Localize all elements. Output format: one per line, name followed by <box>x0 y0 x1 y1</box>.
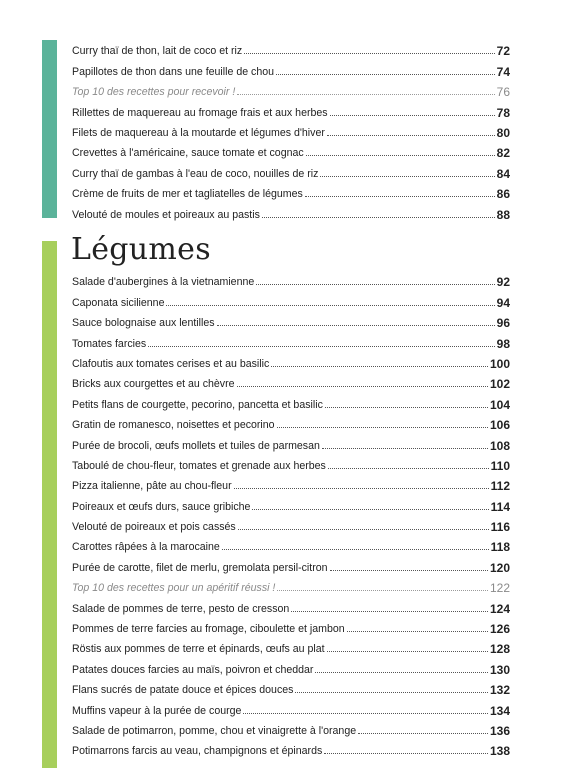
dot-leader <box>277 590 488 591</box>
toc-entry[interactable] <box>72 139 510 159</box>
toc-entry[interactable] <box>72 288 510 308</box>
toc-entry[interactable] <box>72 737 510 757</box>
dot-leader <box>234 488 489 489</box>
entry-title: Crème de fruits de mer et tagliatelles de légumes <box>72 188 303 201</box>
entry-page: 106 <box>489 418 510 433</box>
dot-leader <box>305 196 495 197</box>
entry-page: 102 <box>489 377 510 392</box>
dot-leader <box>244 53 494 54</box>
fish-recipe-list <box>72 37 510 221</box>
vegetables-recipe-list <box>72 268 510 757</box>
entry-title: Curry thaï de thon, lait de coco et riz <box>72 45 243 58</box>
dot-leader <box>322 448 488 449</box>
dot-leader <box>327 135 495 136</box>
toc-entry-top10[interactable] <box>72 78 510 98</box>
dot-leader <box>222 549 489 550</box>
entry-page: 78 <box>496 105 510 120</box>
entry-title: Purée de brocoli, œufs mollets et tuiles de parmesan <box>72 439 320 452</box>
entry-title: Potimarrons farcis au veau, champignons et épinards <box>72 745 323 758</box>
entry-title: Crevettes à l'américaine, sauce tomate et cognac <box>72 147 304 160</box>
dot-leader <box>325 407 488 408</box>
toc-entry[interactable] <box>72 329 510 349</box>
toc-entry[interactable] <box>72 431 510 451</box>
dot-leader <box>327 651 488 652</box>
toc-entry[interactable] <box>72 676 510 696</box>
dot-leader <box>166 305 494 306</box>
dot-leader <box>237 94 494 95</box>
entry-page: 130 <box>489 662 510 677</box>
dot-leader <box>347 631 488 632</box>
entry-title: Velouté de moules et poireaux au pastis <box>72 208 260 221</box>
entry-title: Petits flans de courgette, pecorino, pancetta et basilic <box>72 398 323 411</box>
entry-title: Velouté de poireaux et pois cassés <box>72 521 236 534</box>
fish-section-color-bar <box>42 40 57 218</box>
entry-page: 92 <box>496 275 510 290</box>
entry-title: Filets de maquereau à la moutarde et légumes d'hiver <box>72 126 325 139</box>
dot-leader <box>330 115 495 116</box>
entry-page: 74 <box>496 64 510 79</box>
entry-page: 84 <box>496 166 510 181</box>
dot-leader <box>243 713 488 714</box>
toc-entry[interactable] <box>72 513 510 533</box>
dot-leader <box>237 386 488 387</box>
entry-title: Purée de carotte, filet de merlu, gremolata persil-citron <box>72 561 328 574</box>
entry-page: 104 <box>489 397 510 412</box>
vegetables-section-color-bar <box>42 241 57 768</box>
entry-title: Curry thaï de gambas à l'eau de coco, nouilles de riz <box>72 167 319 180</box>
entry-page: 138 <box>489 744 510 759</box>
toc-entry[interactable] <box>72 159 510 179</box>
toc-entry[interactable] <box>72 635 510 655</box>
entry-page: 114 <box>490 499 510 514</box>
dot-leader <box>217 325 495 326</box>
entry-title: Tomates farcies <box>72 337 147 350</box>
entry-title: Sauce bolognaise aux lentilles <box>72 317 215 330</box>
toc-entry[interactable] <box>72 533 510 553</box>
section-title-vegetables: Légumes <box>71 232 211 267</box>
toc-entry[interactable] <box>72 452 510 472</box>
toc-entry[interactable] <box>72 390 510 410</box>
toc-entry[interactable] <box>72 37 510 57</box>
entry-title: Muffins vapeur à la purée de courge <box>72 704 242 717</box>
entry-page: 136 <box>489 723 510 738</box>
entry-title: Caponata sicilienne <box>72 296 165 309</box>
toc-entry[interactable] <box>72 309 510 329</box>
entry-title: Patates douces farcies au maïs, poivron et cheddar <box>72 663 314 676</box>
entry-title: Salade de potimarron, pomme, chou et vinaigrette à l'orange <box>72 724 357 737</box>
toc-entry[interactable] <box>72 411 510 431</box>
toc-entry[interactable] <box>72 98 510 118</box>
entry-page: 134 <box>489 703 510 718</box>
dot-leader <box>291 611 488 612</box>
dot-leader <box>306 155 495 156</box>
entry-page: 122 <box>489 581 510 596</box>
dot-leader <box>148 346 494 347</box>
entry-title: Top 10 des recettes pour un apéritif réussi ! <box>72 582 276 595</box>
entry-title: Rillettes de maquereau au fromage frais et aux herbes <box>72 106 328 119</box>
entry-title: Pizza italienne, pâte au chou-fleur <box>72 480 232 493</box>
entry-page: 94 <box>496 295 510 310</box>
toc-entry[interactable] <box>72 370 510 390</box>
toc-entry[interactable] <box>72 717 510 737</box>
toc-entry[interactable] <box>72 119 510 139</box>
entry-page: 116 <box>490 520 510 535</box>
entry-title: Taboulé de chou-fleur, tomates et grenade aux herbes <box>72 459 326 472</box>
dot-leader <box>324 753 488 754</box>
toc-entry[interactable] <box>72 57 510 77</box>
toc-entry[interactable] <box>72 553 510 573</box>
toc-entry[interactable] <box>72 492 510 512</box>
dot-leader <box>295 692 488 693</box>
toc-entry[interactable] <box>72 180 510 200</box>
entry-page: 72 <box>496 44 510 59</box>
entry-title: Top 10 des recettes pour recevoir ! <box>72 86 236 99</box>
dot-leader <box>252 509 488 510</box>
entry-page: 80 <box>496 125 510 140</box>
dot-leader <box>271 366 488 367</box>
dot-leader <box>328 468 489 469</box>
dot-leader <box>315 672 488 673</box>
entry-title: Carottes râpées à la marocaine <box>72 541 220 554</box>
entry-title: Flans sucrés de patate douce et épices douces <box>72 684 294 697</box>
toc-entry[interactable] <box>72 200 510 220</box>
toc-entry-top10[interactable] <box>72 574 510 594</box>
entry-page: 118 <box>490 540 510 555</box>
entry-title: Clafoutis aux tomates cerises et au basilic <box>72 357 270 370</box>
entry-title: Bricks aux courgettes et au chèvre <box>72 378 235 391</box>
entry-page: 128 <box>489 642 510 657</box>
entry-title: Röstis aux pommes de terre et épinards, œufs au plat <box>72 643 325 656</box>
entry-page: 88 <box>496 207 510 222</box>
dot-leader <box>262 217 495 218</box>
entry-page: 132 <box>489 683 510 698</box>
dot-leader <box>256 284 494 285</box>
toc-entry[interactable] <box>72 268 510 288</box>
toc-entry[interactable] <box>72 655 510 675</box>
toc-entry[interactable] <box>72 472 510 492</box>
entry-page: 86 <box>496 187 510 202</box>
entry-page: 124 <box>489 601 510 616</box>
entry-page: 98 <box>496 336 510 351</box>
entry-page: 76 <box>496 85 510 100</box>
entry-title: Gratin de romanesco, noisettes et pecorino <box>72 419 275 432</box>
entry-title: Poireaux et œufs durs, sauce gribiche <box>72 500 251 513</box>
dot-leader <box>277 427 488 428</box>
dot-leader <box>276 74 495 75</box>
entry-title: Salade de pommes de terre, pesto de cresson <box>72 602 290 615</box>
dot-leader <box>330 570 488 571</box>
toc-entry[interactable] <box>72 615 510 635</box>
entry-page: 120 <box>489 560 510 575</box>
dot-leader <box>358 733 488 734</box>
entry-page: 108 <box>489 438 510 453</box>
entry-page: 126 <box>489 622 510 637</box>
entry-title: Pommes de terre farcies au fromage, ciboulette et jambon <box>72 623 345 636</box>
entry-page: 96 <box>496 316 510 331</box>
entry-title: Salade d'aubergines à la vietnamienne <box>72 276 255 289</box>
toc-entry[interactable] <box>72 696 510 716</box>
toc-entry[interactable] <box>72 350 510 370</box>
dot-leader <box>238 529 489 530</box>
entry-page: 110 <box>490 458 510 473</box>
dot-leader <box>320 176 494 177</box>
entry-page: 112 <box>490 479 510 494</box>
entry-title: Papillotes de thon dans une feuille de chou <box>72 65 275 78</box>
entry-page: 100 <box>489 356 510 371</box>
entry-page: 82 <box>496 146 510 161</box>
toc-entry[interactable] <box>72 594 510 614</box>
